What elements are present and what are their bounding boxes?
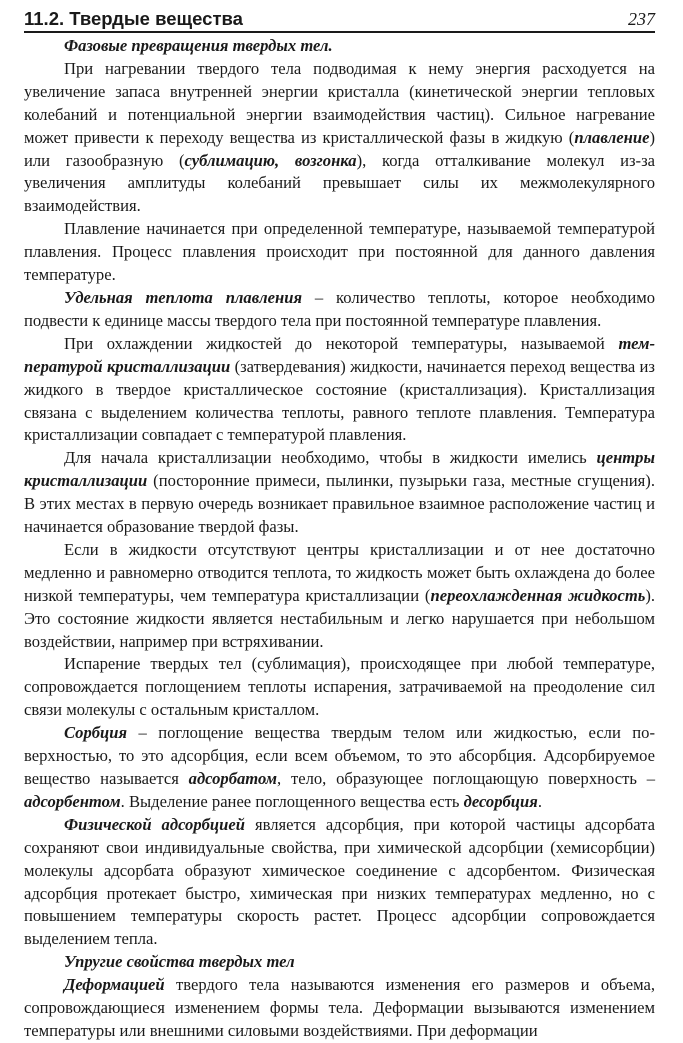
defined-term: Физической адсорбцией xyxy=(64,814,245,834)
running-header xyxy=(24,8,655,33)
text-run: , тело, образующее поглощающую поверхность – xyxy=(277,769,656,788)
text-run: ) или газообразную ( xyxy=(24,127,655,170)
defined-term: сублимацию, возгонка xyxy=(184,150,357,170)
text-run: При охлаждении жидкостей до некоторой температуры, называемой xyxy=(64,333,619,353)
text-run: Упругие свойства твердых тел xyxy=(64,952,295,972)
paragraph xyxy=(24,539,655,654)
text-run: ), когда отталкивание молекул из-за увеличения амплитуды колебаний превышает силы их межмолекулярного взаимодействия. xyxy=(24,150,655,216)
defined-term: Деформацией xyxy=(64,975,165,995)
defined-term: плавление xyxy=(574,127,650,147)
text-run: Плавление начинается при определенной температуре, называемой температурой плавления. Процесс плавления происходит при постоянной для данного давления температуре. xyxy=(24,219,655,285)
section-title: 11.2. Твердые вещества xyxy=(24,8,243,29)
text-run: (затвердевания) жидкости, начинается переход вещества из жидкого в твердое кристаллическое состояние (кристаллизация). Кристаллизация связана с выделением количества теплоты, равного теплоте плавления. Температура кристаллизации совпадает с температурой плавления. xyxy=(24,356,655,445)
paragraph xyxy=(24,974,655,1043)
paragraph xyxy=(24,447,655,539)
text-run: Испарение твердых тел (сублимация), происходящее при любой температуре, сопровождается поглощением теплоты испарения, затрачиваемой на преодоление сил связи молекулы с остальным кристаллом. xyxy=(24,654,655,720)
defined-term: десорбция xyxy=(463,791,538,811)
text-run: – количество теплоты, которое необходимо подвести к единице массы твердого тела при постоянной температуре плавления. xyxy=(24,287,656,330)
text-run: Фазовые превращения твердых тел. xyxy=(64,36,333,55)
text-run: – поглощение вещества твердым телом или жидкостью, если поверхностью, то это адсорбция, если всем объемом, то это абсорбция. Адсорбируемое вещество называется xyxy=(24,723,655,788)
text-run: Если в жидкости отсутствуют центры кристаллизации и от нее достаточно медленно и равномерно отводится теплота, то жидкость может быть охлаждена до более низкой температуры, чем температура кристаллизации ( xyxy=(24,539,655,605)
body-text xyxy=(24,35,655,1043)
paragraph xyxy=(24,58,655,218)
paragraph xyxy=(24,722,655,814)
paragraph xyxy=(24,814,655,951)
text-run: является адсорбция, при которой частицы адсорбата сохраняют свои индивидуальные свойства, при химической адсорбции (хемисорбции) молекулы адсорбата образуют химическое соединение с адсорбентом. Физическая адсорбция протекает быстро, химическая при низких температурах медленно, но с повышением температуры скорость растет. Процесс адсорбции сопровождается выделением тепла. xyxy=(24,814,655,949)
subheading xyxy=(24,35,655,58)
subheading xyxy=(24,951,655,974)
defined-term: переохлажденная жидкость xyxy=(430,585,646,605)
text-run: . Выделение ранее поглощенного вещества есть xyxy=(120,791,464,811)
paragraph xyxy=(24,333,655,448)
defined-term: адсорбатом xyxy=(188,769,278,788)
page-number: 237 xyxy=(628,9,655,29)
paragraph xyxy=(24,218,655,287)
text-run: твердого тела называются изменения его размеров и объема, сопровождающиеся изменением формы тела. Деформации вызываются изменением температуры или внешними силовыми воздействиями. При деформации xyxy=(24,975,655,1040)
defined-term: адсорбентом xyxy=(24,791,121,811)
paragraph xyxy=(24,653,655,722)
defined-term: Сорбция xyxy=(64,723,128,743)
defined-term: Удельная теплота плавления xyxy=(64,287,303,307)
text-run: При нагревании твердого тела подводимая к нему энергия расходуется на увеличение запаса внутренней энергии кристалла (кинетической энергии тепловых колебаний и потенциальной энергии взаимодействия частиц). Сильное нагревание может привести к переходу вещества из кристаллической фазы в жидкую ( xyxy=(24,58,655,147)
text-run: . xyxy=(537,791,542,811)
defined-term: температурой кристаллизации xyxy=(24,333,655,376)
paragraph xyxy=(24,287,655,333)
text-run: ). Это состояние жидкости является нестабильным и легко нарушается при небольшом воздействии, например при встряхивании. xyxy=(24,585,655,651)
defined-term: центры кристаллизации xyxy=(24,448,655,491)
text-run: (посторонние примеси, пылинки, пузырьки газа, местные сгущения). В этих местах в первую очередь возникает правильное взаимное расположение частиц и начинается образование твердой фазы. xyxy=(24,471,655,537)
text-run: Для начала кристаллизации необходимо, чтобы в жидкости имелись xyxy=(64,448,597,468)
